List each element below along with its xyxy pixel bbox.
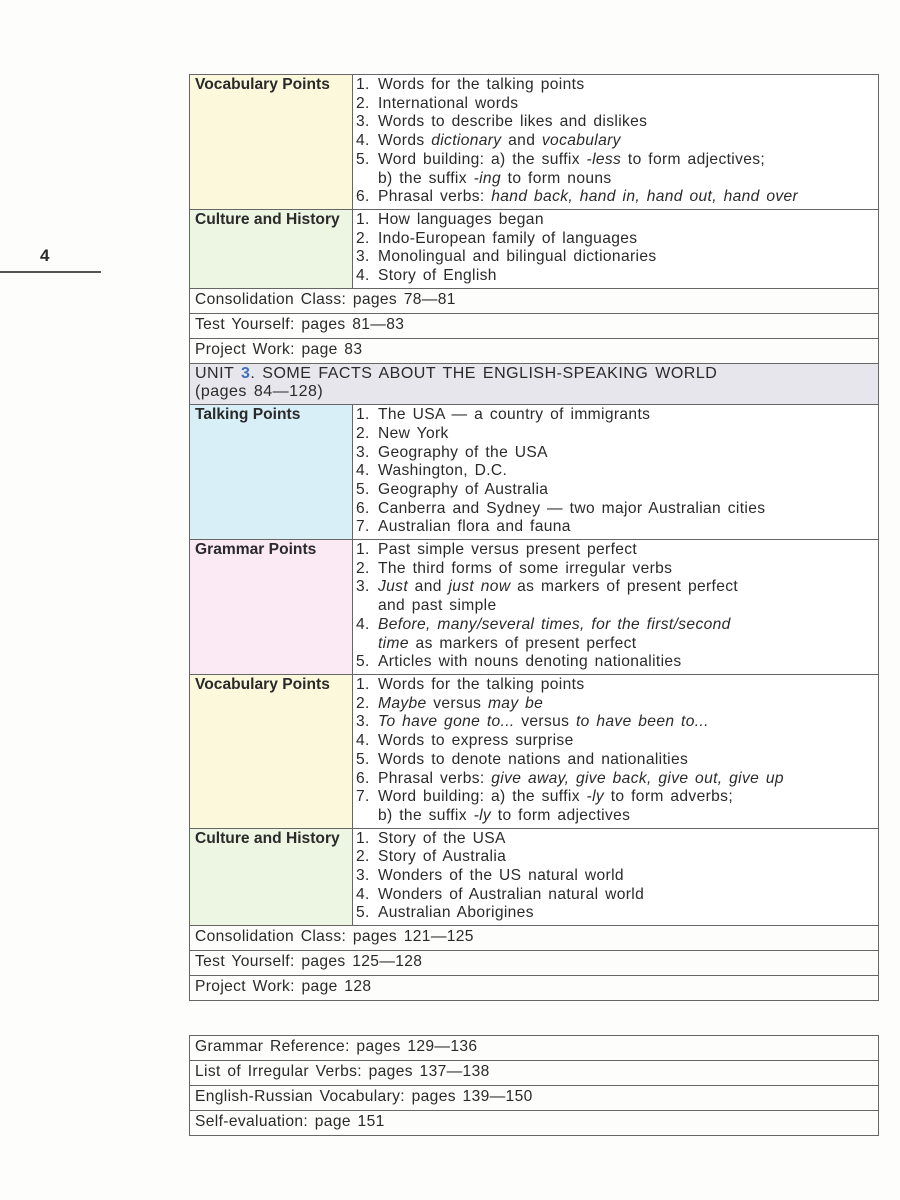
item-text-italic: Just <box>378 578 408 596</box>
item-text-segment: to form nouns <box>500 169 612 187</box>
item-number: 2. <box>356 694 370 712</box>
section-label: Vocabulary Points <box>190 674 353 828</box>
item-text-segment: Past simple versus present perfect <box>378 541 638 559</box>
item-text-segment: How languages began <box>378 210 544 228</box>
item-text-segment: Story of English <box>378 267 497 285</box>
item-number: 1. <box>356 406 370 424</box>
list-item <box>356 848 873 867</box>
list-item <box>356 151 873 170</box>
section-row-talking-points <box>190 405 879 540</box>
project-work-row <box>190 976 879 1001</box>
consolidation-row <box>190 926 879 951</box>
item-number: 5. <box>356 750 370 768</box>
item-text <box>378 653 682 672</box>
list-item <box>356 248 873 267</box>
consolidation-row <box>190 288 879 313</box>
list-item <box>356 76 873 95</box>
item-text-segment: Articles with nouns denoting nationalities <box>378 653 682 671</box>
item-number: 2. <box>356 94 370 112</box>
item-text-segment: The third forms of some irregular verbs <box>378 559 673 577</box>
item-text <box>378 170 612 189</box>
appendix-table <box>189 1035 879 1136</box>
item-number: 4. <box>356 462 370 480</box>
item-text-segment: Geography of Australia <box>378 480 549 498</box>
item-number: 3. <box>356 713 370 731</box>
appendix-row <box>190 1036 879 1061</box>
item-text <box>378 904 534 923</box>
list-item <box>356 653 873 672</box>
list-item <box>356 732 873 751</box>
item-text <box>378 616 731 635</box>
item-text <box>378 500 765 519</box>
item-text <box>378 713 709 732</box>
project-work-row-text: Project Work: page 128 <box>190 976 879 1001</box>
item-number: 6. <box>356 188 370 206</box>
list-item <box>356 867 873 886</box>
item-text <box>378 732 574 751</box>
item-text-segment: as markers of present perfect <box>408 634 637 652</box>
item-text-segment: Story of the USA <box>378 829 506 847</box>
list-item <box>356 713 873 732</box>
item-text-italic: dictionary <box>431 132 502 150</box>
unit-number: 3 <box>240 364 251 382</box>
item-number: 6. <box>356 769 370 787</box>
item-text-segment: to form adjectives; <box>621 150 766 168</box>
item-text-segment: Indo-European family of languages <box>378 229 638 247</box>
item-text <box>378 807 630 826</box>
item-number: 7. <box>356 518 370 536</box>
item-text-italic: may be <box>487 694 544 712</box>
item-text <box>378 230 637 249</box>
list-item <box>356 132 873 151</box>
item-text <box>378 113 647 132</box>
item-number: 4. <box>356 267 370 285</box>
item-text-italic: -ly <box>473 806 492 824</box>
item-number: 2. <box>356 424 370 442</box>
item-text <box>378 444 548 463</box>
list-item <box>356 886 873 905</box>
list-item <box>356 676 873 695</box>
item-text <box>378 95 518 114</box>
item-number: 2. <box>356 229 370 247</box>
item-number: 2. <box>356 559 370 577</box>
item-text <box>378 867 624 886</box>
item-number: 1. <box>356 829 370 847</box>
item-text-italic: to have been to... <box>575 713 709 731</box>
list-item <box>356 788 873 807</box>
section-items <box>353 674 879 828</box>
item-number: 6. <box>356 499 370 517</box>
item-text <box>378 211 544 230</box>
item-text-segment: Story of Australia <box>378 848 507 866</box>
section-items <box>353 405 879 540</box>
list-item <box>356 751 873 770</box>
appendix-row-text: Self-evaluation: page 151 <box>190 1111 879 1136</box>
item-number: 1. <box>356 76 370 93</box>
item-number <box>356 597 378 616</box>
item-text-segment: Words for the talking points <box>378 675 585 693</box>
item-text <box>378 886 644 905</box>
item-text-segment: Phrasal verbs: <box>378 769 492 787</box>
item-text <box>378 695 543 714</box>
item-text-segment: Wonders of Australian natural world <box>378 885 645 903</box>
list-item <box>356 267 873 286</box>
item-text-italic: -less <box>586 150 622 168</box>
item-text-segment: Wonders of the US natural world <box>378 867 624 885</box>
appendix-row <box>190 1086 879 1111</box>
item-text-segment: and <box>408 578 449 596</box>
item-text <box>378 188 798 207</box>
item-number: 1. <box>356 541 370 559</box>
item-text-segment: International words <box>378 94 519 112</box>
item-text-italic: hand back, hand in, hand out, hand over <box>491 188 799 206</box>
item-text-segment: b) the suffix <box>378 806 474 824</box>
appendix-row-text: Grammar Reference: pages 129—136 <box>190 1036 879 1061</box>
list-item <box>356 406 873 425</box>
item-text <box>378 425 449 444</box>
item-text <box>378 676 584 695</box>
consolidation-row-text: Consolidation Class: pages 121—125 <box>190 926 879 951</box>
item-text <box>378 578 738 597</box>
item-number: 3. <box>356 248 370 266</box>
item-text-segment: b) the suffix <box>378 169 474 187</box>
item-text-segment: New York <box>378 424 449 442</box>
section-row-culture-and-history <box>190 209 879 288</box>
item-number: 4. <box>356 615 370 633</box>
item-text-segment: Words <box>378 132 432 150</box>
item-number <box>356 170 378 189</box>
page-number-rule <box>0 271 101 273</box>
item-number: 3. <box>356 113 370 131</box>
item-text-segment: The USA — a country of immigrants <box>378 406 651 424</box>
item-text <box>378 751 688 770</box>
section-label: Talking Points <box>190 405 353 540</box>
item-text-segment: and <box>501 132 542 150</box>
item-number: 3. <box>356 578 370 596</box>
item-text <box>378 830 506 849</box>
item-number: 7. <box>356 788 370 806</box>
test-yourself-row <box>190 313 879 338</box>
item-number: 5. <box>356 653 370 671</box>
item-number: 3. <box>356 867 370 885</box>
item-text <box>378 560 672 579</box>
item-text-italic: To have gone to... <box>378 713 515 731</box>
section-label: Vocabulary Points <box>190 75 353 210</box>
list-item <box>356 597 873 616</box>
item-text <box>378 848 506 867</box>
item-text-italic: give away, give back, give out, give up <box>491 769 784 787</box>
item-text-segment: Monolingual and bilingual dictionaries <box>378 248 657 266</box>
appendix-row <box>190 1061 879 1086</box>
item-text-segment: and past simple <box>378 597 497 615</box>
appendix-row-text: List of Irregular Verbs: pages 137—138 <box>190 1061 879 1086</box>
list-item <box>356 188 873 207</box>
list-item <box>356 695 873 714</box>
list-item <box>356 578 873 597</box>
item-text-italic: -ly <box>586 788 605 806</box>
list-item <box>356 444 873 463</box>
item-text-segment: Canberra and Sydney — two major Australian cities <box>378 499 766 517</box>
item-number: 1. <box>356 210 370 228</box>
item-text-italic: vocabulary <box>541 132 621 150</box>
item-text-segment: Words to denote nations and nationalities <box>378 750 689 768</box>
list-item <box>356 462 873 481</box>
item-text-italic: Before, many/several times, for the first/second <box>378 615 731 633</box>
project-work-row <box>190 338 879 363</box>
item-text <box>378 518 571 537</box>
item-number: 5. <box>356 150 370 168</box>
item-text-italic: Maybe <box>378 694 427 712</box>
item-text <box>378 151 765 170</box>
list-item <box>356 481 873 500</box>
list-item <box>356 770 873 789</box>
list-item <box>356 560 873 579</box>
list-item <box>356 95 873 114</box>
item-text-segment: Washington, D.C. <box>378 462 508 480</box>
test-yourself-row-text: Test Yourself: pages 125—128 <box>190 951 879 976</box>
item-number: 1. <box>356 675 370 693</box>
item-text-italic: -ing <box>473 169 501 187</box>
section-row-vocabulary-points <box>190 674 879 828</box>
section-items <box>353 828 879 926</box>
item-number: 4. <box>356 732 370 750</box>
item-number <box>356 807 378 826</box>
section-label: Grammar Points <box>190 540 353 675</box>
unit-title: . SOME FACTS ABOUT THE ENGLISH-SPEAKING WORLD <box>250 364 718 382</box>
item-text <box>378 132 621 151</box>
section-items <box>353 209 879 288</box>
item-number: 4. <box>356 885 370 903</box>
item-text-italic: time <box>378 634 409 652</box>
item-text <box>378 541 637 560</box>
list-item <box>356 170 873 189</box>
item-text-segment: Australian Aborigines <box>378 904 534 922</box>
item-text <box>378 76 584 95</box>
appendix-row <box>190 1111 879 1136</box>
item-number: 5. <box>356 904 370 922</box>
list-item <box>356 807 873 826</box>
item-number: 2. <box>356 848 370 866</box>
test-yourself-row <box>190 951 879 976</box>
item-text <box>378 248 657 267</box>
section-label: Culture and History <box>190 828 353 926</box>
unit-pages: (pages 84—128) <box>195 383 324 401</box>
section-items <box>353 540 879 675</box>
item-text-italic: just now <box>448 578 511 596</box>
item-text <box>378 597 496 616</box>
item-text-segment: Australian flora and fauna <box>378 518 571 536</box>
unit-header-row <box>190 363 879 404</box>
item-text <box>378 481 548 500</box>
list-item <box>356 230 873 249</box>
item-text-segment: Words for the talking points <box>378 76 585 93</box>
page-number: 4 <box>40 246 50 265</box>
item-text-segment: as markers of present perfect <box>510 578 739 596</box>
test-yourself-row-text: Test Yourself: pages 81—83 <box>190 313 879 338</box>
item-text-segment: Word building: a) the suffix <box>378 150 587 168</box>
section-label: Culture and History <box>190 209 353 288</box>
list-item <box>356 635 873 654</box>
item-text-segment: to form adjectives <box>491 806 631 824</box>
item-text-segment: versus <box>514 713 576 731</box>
item-number: 4. <box>356 132 370 150</box>
item-text-segment: Words to describe likes and dislikes <box>378 113 648 131</box>
contents-table <box>189 74 879 1001</box>
item-text <box>378 788 733 807</box>
list-item <box>356 518 873 537</box>
project-work-row-text: Project Work: page 83 <box>190 338 879 363</box>
list-item <box>356 830 873 849</box>
list-item <box>356 500 873 519</box>
list-item <box>356 211 873 230</box>
list-item <box>356 616 873 635</box>
list-item <box>356 113 873 132</box>
item-text-segment: versus <box>426 694 488 712</box>
section-row-vocabulary-points <box>190 75 879 210</box>
list-item <box>356 541 873 560</box>
list-item <box>356 904 873 923</box>
item-text <box>378 462 507 481</box>
item-text-segment: Word building: a) the suffix <box>378 788 587 806</box>
item-text <box>378 267 497 286</box>
unit-header <box>190 363 879 404</box>
item-number <box>356 635 378 654</box>
item-text <box>378 635 637 654</box>
unit-word: UNIT <box>195 364 241 382</box>
item-text-segment: Geography of the USA <box>378 443 548 461</box>
consolidation-row-text: Consolidation Class: pages 78—81 <box>190 288 879 313</box>
item-text <box>378 406 650 425</box>
item-number: 5. <box>356 480 370 498</box>
item-text-segment: Phrasal verbs: <box>378 188 492 206</box>
item-text <box>378 770 784 789</box>
item-text-segment: Words to express surprise <box>378 732 574 750</box>
section-row-grammar-points <box>190 540 879 675</box>
item-number: 3. <box>356 443 370 461</box>
section-items <box>353 75 879 210</box>
appendix-row-text: English-Russian Vocabulary: pages 139—150 <box>190 1086 879 1111</box>
item-text-segment: to form adverbs; <box>604 788 733 806</box>
list-item <box>356 425 873 444</box>
section-row-culture-and-history <box>190 828 879 926</box>
